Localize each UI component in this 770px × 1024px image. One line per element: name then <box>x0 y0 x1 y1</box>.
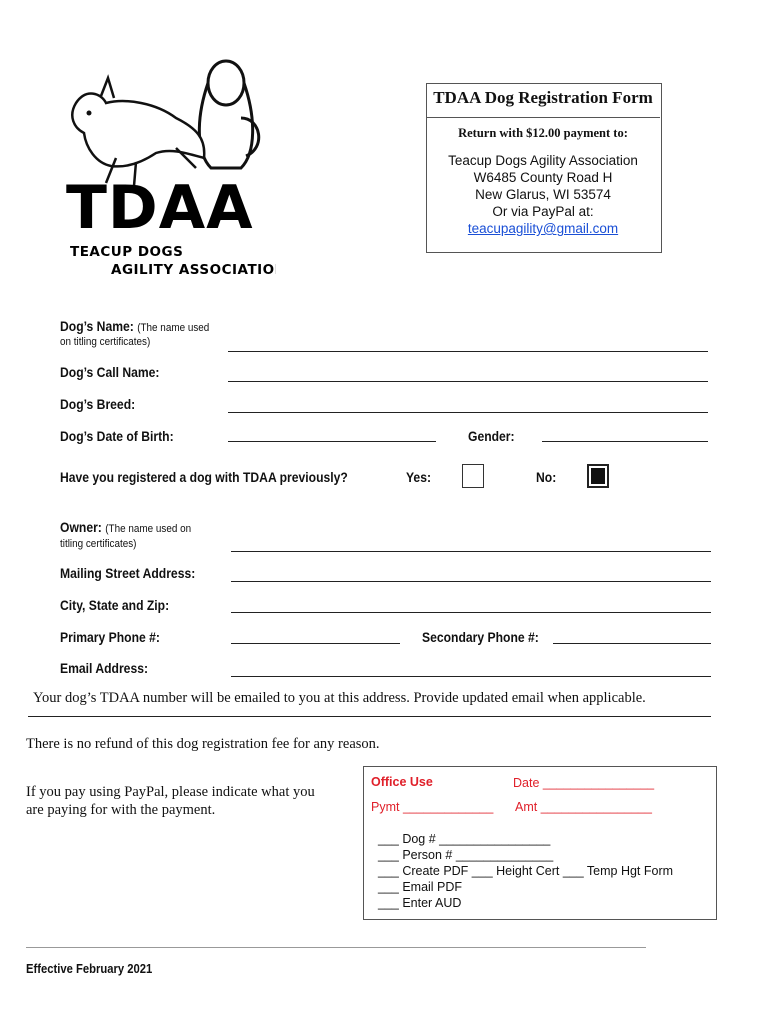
email-field[interactable] <box>231 676 711 677</box>
city-state-zip-field[interactable] <box>231 612 711 613</box>
call-name-field[interactable] <box>228 381 708 382</box>
dob-label: Dog’s Date of Birth: <box>60 429 174 444</box>
logo-big-text: TDAA <box>66 173 254 243</box>
office-item-enter-aud: ___ Enter AUD <box>378 896 462 910</box>
paypal-text: Or via PayPal at: <box>492 204 594 219</box>
logo-line1: TEACUP DOGS <box>70 244 184 260</box>
office-amt: Amt ________________ <box>515 800 652 814</box>
office-date: Date ________________ <box>513 776 655 790</box>
owner-field[interactable] <box>231 551 711 552</box>
city-state-zip-label: City, State and Zip: <box>60 598 170 613</box>
office-pymt: Pymt _____________ <box>371 800 494 814</box>
return-payment-text: Return with $12.00 payment to: <box>458 126 628 140</box>
dog-name-field[interactable] <box>228 351 708 352</box>
call-name-label: Dog’s Call Name: <box>60 365 160 380</box>
owner-note: titling certificates) <box>60 538 137 550</box>
secondary-phone-field[interactable] <box>553 643 711 644</box>
owner-label: Owner: (The name used on <box>60 520 192 535</box>
primary-phone-label: Primary Phone #: <box>60 630 160 645</box>
office-use-title: Office Use <box>371 775 433 789</box>
logo-line2: AGILITY ASSOCIATION <box>111 262 276 278</box>
address-line-2: New Glarus, WI 53574 <box>475 187 611 202</box>
breed-field[interactable] <box>228 412 708 413</box>
previous-registration-label: Have you registered a dog with TDAA previously? <box>60 470 348 485</box>
no-checkbox[interactable] <box>587 464 609 488</box>
gender-field[interactable] <box>542 441 708 442</box>
street-address-label: Mailing Street Address: <box>60 566 196 581</box>
paypal-note-line1: If you pay using PayPal, please indicate what you <box>26 784 315 800</box>
office-item-email-pdf: ___ Email PDF <box>378 880 463 894</box>
paypal-email-link[interactable]: teacupagility@gmail.com <box>467 221 619 236</box>
tdaa-number-note: Your dog’s TDAA number will be emailed to you at this address. Provide updated email when applicable. <box>33 690 646 706</box>
section-divider <box>28 716 711 717</box>
office-item-create-pdf: ___ Create PDF ___ Height Cert ___ Temp Hgt Form <box>378 864 674 878</box>
primary-phone-field[interactable] <box>231 643 400 644</box>
org-name: Teacup Dogs Agility Association <box>448 153 638 168</box>
secondary-phone-label: Secondary Phone #: <box>422 630 539 645</box>
yes-checkbox[interactable] <box>462 464 484 488</box>
gender-label: Gender: <box>468 429 515 444</box>
breed-label: Dog’s Breed: <box>60 397 136 412</box>
paypal-note-line2: are paying for with the payment. <box>26 802 216 818</box>
refund-note: There is no refund of this dog registration fee for any reason. <box>26 736 380 752</box>
email-label: Email Address: <box>60 661 149 676</box>
office-item-dog: ___ Dog # ________________ <box>378 832 551 846</box>
tdaa-logo <box>56 58 276 283</box>
address-line-1: W6485 County Road H <box>473 170 613 185</box>
office-item-person: ___ Person # ______________ <box>378 848 554 862</box>
teacup-dog-logo-icon <box>56 58 276 283</box>
street-address-field[interactable] <box>231 581 711 582</box>
footer-divider <box>26 947 646 948</box>
no-label: No: <box>536 470 557 485</box>
dob-field[interactable] <box>228 441 436 442</box>
effective-date: Effective February 2021 <box>26 962 153 976</box>
yes-label: Yes: <box>406 470 432 485</box>
dog-name-note: on titling certificates) <box>60 336 151 348</box>
form-title: TDAA Dog Registration Form <box>426 83 660 118</box>
dog-name-label: Dog’s Name: (The name used <box>60 319 210 334</box>
